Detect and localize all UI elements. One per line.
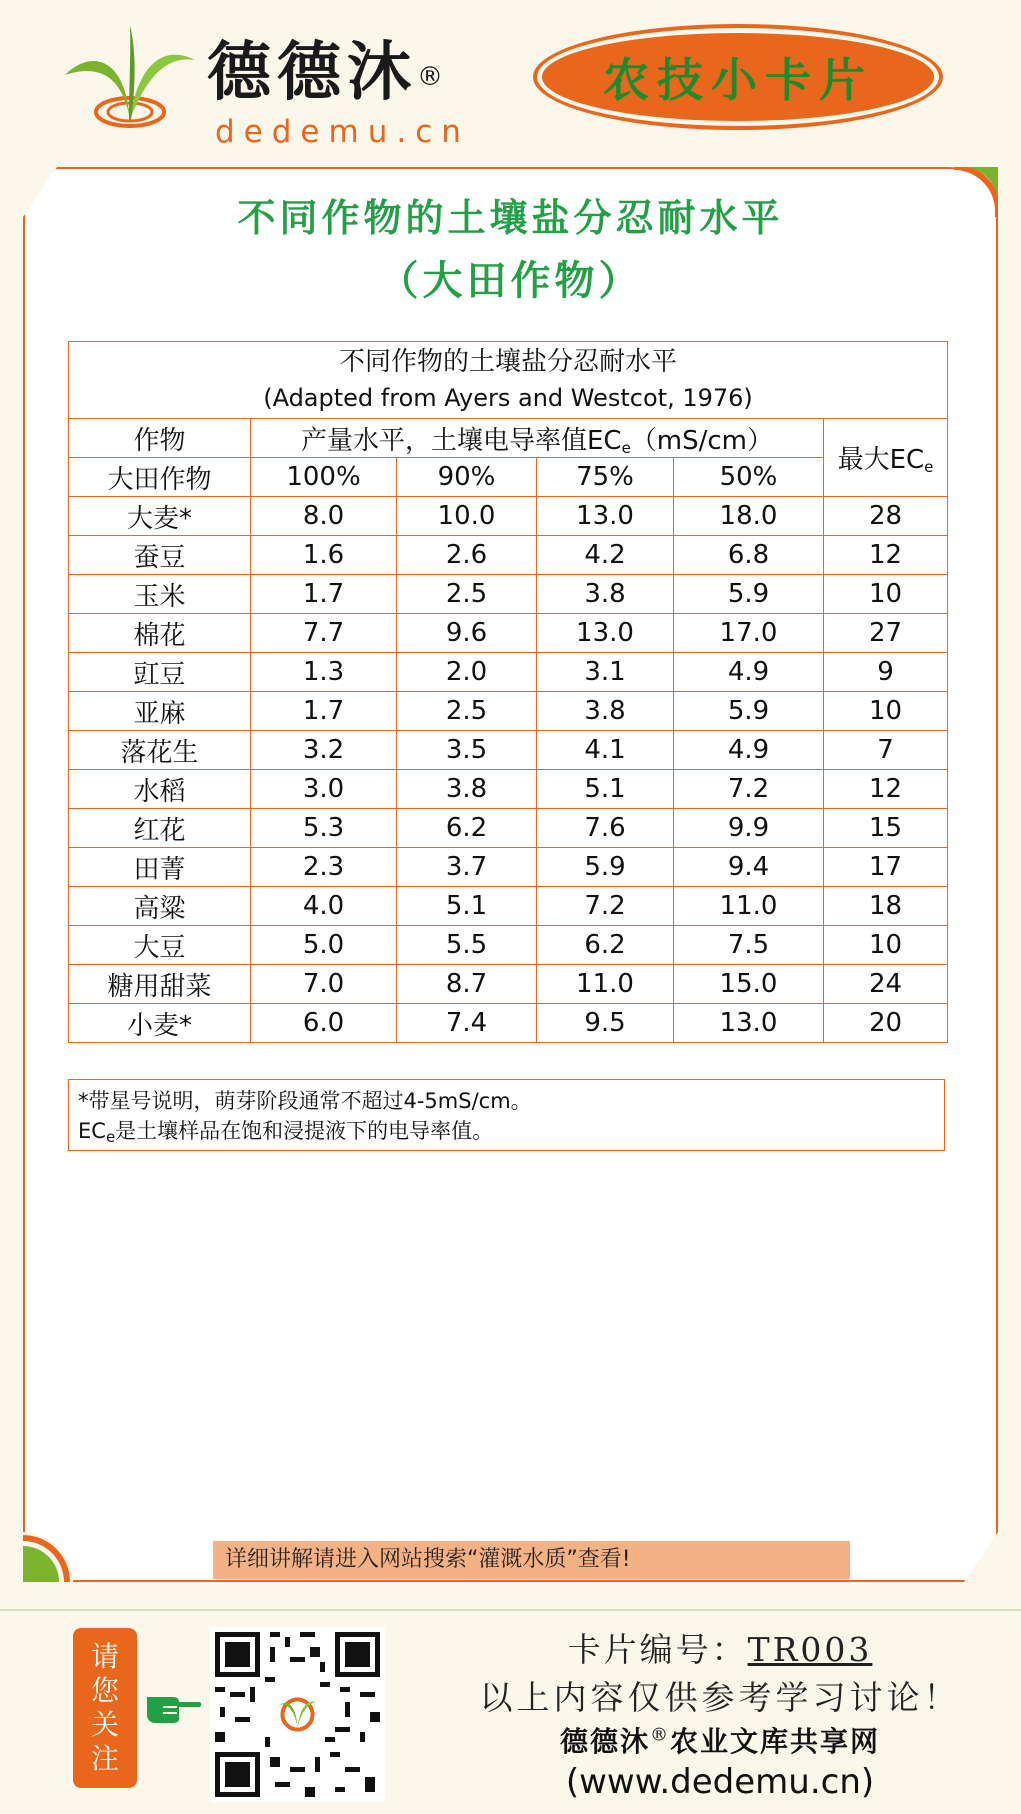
ec-value-cell: 10.0 [397,497,537,536]
table-row [69,497,948,536]
ec-value-cell: 1.7 [251,575,397,614]
crop-name-cell: 红花 [69,809,251,848]
max-ec-cell: 12 [824,536,948,575]
follow-us-tag[interactable]: 请 您 关 注 [73,1628,137,1788]
footnote-line-1: *带星号说明，萌芽阶段通常不超过4-5mS/cm。 [78,1089,532,1113]
site-url-link[interactable]: (www.dedemu.cn) [565,1762,875,1802]
crop-name-cell: 大麦* [69,497,251,536]
ec-value-cell: 5.9 [674,692,824,731]
corner-leaf-decoration [23,1532,73,1582]
subheader-field-crops: 大田作物 [69,458,251,497]
footnote-line-2: $EC_e$是土壤样品在饱和浸提液下的电导率值。 [78,1119,494,1146]
brand-name: 德德沐® [207,35,449,110]
table-row [69,614,948,653]
ec-value-cell: 8.7 [397,965,537,1004]
ec-value-cell: 3.2 [251,731,397,770]
card-type-badge [533,24,943,130]
max-ec-cell: 7 [824,731,948,770]
table-caption-row [69,342,948,419]
ec-value-cell: 13.0 [537,497,674,536]
ec-value-cell: 5.1 [397,887,537,926]
table-row [69,1004,948,1043]
crop-name-cell: 高粱 [69,887,251,926]
max-ec-cell: 10 [824,926,948,965]
table-row [69,926,948,965]
brand-logo[interactable] [55,20,535,150]
max-ec-cell: 9 [824,653,948,692]
site-name: 德德沐®农业文库共享网 [559,1724,881,1758]
ec-value-cell: 6.0 [251,1004,397,1043]
ec-value-cell: 1.7 [251,692,397,731]
table-row [69,965,948,1004]
ec-value-cell: 9.4 [674,848,824,887]
ec-value-cell: 11.0 [537,965,674,1004]
max-ec-cell: 20 [824,1004,948,1043]
page-title: 不同作物的土壤盐分忍耐水平 [237,195,784,240]
max-ec-cell: 10 [824,575,948,614]
ec-value-cell: 3.8 [537,575,674,614]
crop-name-cell: 田菁 [69,848,251,887]
table-caption-cn: 不同作物的土壤盐分忍耐水平 [338,347,677,377]
table-row [69,575,948,614]
ec-value-cell: 15.0 [674,965,824,1004]
ec-value-cell: 1.6 [251,536,397,575]
ec-value-cell: 2.5 [397,692,537,731]
ec-value-cell: 13.0 [537,614,674,653]
ec-value-cell: 3.8 [537,692,674,731]
disclaimer: 以上内容仅供参考学习讨论！ [479,1678,961,1717]
page-subtitle: （大田作物） [378,257,643,304]
table-row [69,692,948,731]
crop-name-cell: 小麦* [69,1004,251,1043]
level-100: 100% [251,458,397,497]
card-type-label: 农技小卡片 [542,33,934,121]
crop-name-cell: 亚麻 [69,692,251,731]
ec-value-cell: 5.1 [537,770,674,809]
ec-value-cell: 11.0 [674,887,824,926]
crop-name-cell: 棉花 [69,614,251,653]
table-subheader-row [69,458,948,497]
max-ec-cell: 15 [824,809,948,848]
ec-value-cell: 18.0 [674,497,824,536]
ec-value-cell: 3.7 [397,848,537,887]
table-header-row [69,419,948,458]
ec-value-cell: 3.5 [397,731,537,770]
search-hint-banner: 详细讲解请进入网站搜索“灌溉水质”查看! [213,1541,850,1579]
table-row [69,731,948,770]
qr-code[interactable] [210,1627,385,1802]
ec-value-cell: 5.0 [251,926,397,965]
ec-value-cell: 5.3 [251,809,397,848]
sprout-logo-icon [55,20,205,140]
ec-value-cell: 3.8 [397,770,537,809]
ec-value-cell: 4.9 [674,653,824,692]
ec-value-cell: 13.0 [674,1004,824,1043]
table-row [69,809,948,848]
ec-value-cell: 3.0 [251,770,397,809]
ec-value-cell: 7.6 [537,809,674,848]
footer-divider [0,1609,1021,1611]
table-caption-en: (Adapted from Ayers and Westcot, 1976) [263,384,753,412]
ec-value-cell: 2.3 [251,848,397,887]
max-ec-cell: 10 [824,692,948,731]
level-75: 75% [537,458,674,497]
table-caption [69,342,948,419]
ec-value-cell: 7.4 [397,1004,537,1043]
ec-value-cell: 4.9 [674,731,824,770]
ec-value-cell: 7.2 [674,770,824,809]
table-row [69,770,948,809]
ec-value-cell: 5.9 [537,848,674,887]
ec-value-cell: 9.9 [674,809,824,848]
header-crop: 作物 [69,419,251,458]
table-body [69,497,948,1043]
ec-value-cell: 8.0 [251,497,397,536]
ec-value-cell: 17.0 [674,614,824,653]
max-ec-cell: 18 [824,887,948,926]
ec-value-cell: 3.1 [537,653,674,692]
ec-value-cell: 4.1 [537,731,674,770]
header-max-ec: 最大$EC_e$ [824,419,948,497]
brand-url[interactable]: dedemu.cn [215,114,470,150]
crop-name-cell: 玉米 [69,575,251,614]
salinity-tolerance-table [68,341,948,1043]
corner-cut-decoration [964,1532,998,1582]
ec-value-cell: 4.2 [537,536,674,575]
crop-name-cell: 大豆 [69,926,251,965]
ec-value-cell: 2.0 [397,653,537,692]
table-row [69,848,948,887]
crop-name-cell: 豇豆 [69,653,251,692]
card-number: 卡片编号：TR003 [567,1630,873,1669]
crop-name-cell: 糖用甜菜 [69,965,251,1004]
ec-value-cell: 5.9 [674,575,824,614]
content-card [23,167,998,1582]
ec-value-cell: 6.2 [397,809,537,848]
ec-value-cell: 2.5 [397,575,537,614]
ec-value-cell: 7.5 [674,926,824,965]
pointing-hand-icon [143,1685,203,1725]
ec-value-cell: 9.6 [397,614,537,653]
table-row [69,536,948,575]
max-ec-cell: 17 [824,848,948,887]
level-90: 90% [397,458,537,497]
ec-value-cell: 6.2 [537,926,674,965]
crop-name-cell: 蚕豆 [69,536,251,575]
ec-value-cell: 4.0 [251,887,397,926]
ec-value-cell: 7.2 [537,887,674,926]
table-row [69,887,948,926]
ec-value-cell: 1.3 [251,653,397,692]
ec-value-cell: 5.5 [397,926,537,965]
ec-value-cell: 7.7 [251,614,397,653]
ec-value-cell: 6.8 [674,536,824,575]
ec-value-cell: 7.0 [251,965,397,1004]
table-row [69,653,948,692]
crop-name-cell: 落花生 [69,731,251,770]
header-yield-level: 产量水平，土壤电导率值$EC_e(mS/cm)$ [251,419,824,458]
crop-name-cell: 水稻 [69,770,251,809]
max-ec-cell: 12 [824,770,948,809]
max-ec-cell: 24 [824,965,948,1004]
level-50: 50% [674,458,824,497]
max-ec-cell: 27 [824,614,948,653]
table-footnote [68,1079,945,1151]
ec-value-cell: 2.6 [397,536,537,575]
max-ec-cell: 28 [824,497,948,536]
ec-value-cell: 9.5 [537,1004,674,1043]
